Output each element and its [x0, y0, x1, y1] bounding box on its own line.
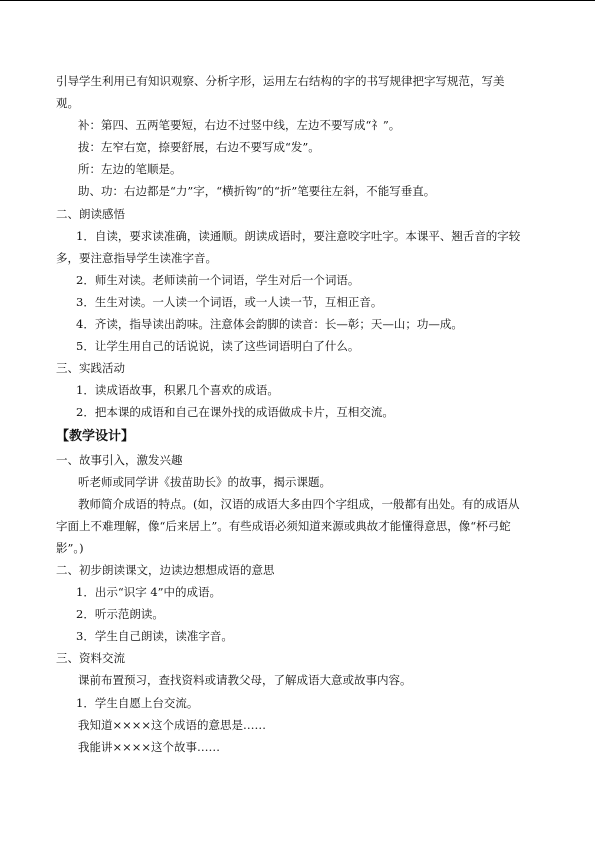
text-line: 听老师或同学讲《拔苗助长》的故事，揭示课题。 [78, 474, 331, 489]
text-line: 课前布置预习，查找资料或请教父母，了解成语大意或故事内容。 [78, 673, 412, 688]
text-line: 我知道××××这个成语的意思是…… [78, 717, 267, 732]
text-line: 补：第四、五两笔要短，右边不过竖中线，左边不要写成“礻”。 [78, 118, 401, 133]
text-line: 1．自读，要求读准确，读通顺。朗读成语时，要注意咬字吐字。本课平、翘舌音的字较 [76, 228, 521, 243]
text-line: 拔：左窄右宽，捺要舒展，右边不要写成“发”。 [78, 140, 320, 155]
text-line: 5．让学生用自己的话说说，读了这些词语明白了什么。 [76, 339, 360, 354]
text-line: 4．齐读，指导读出韵味。注意体会韵脚的读音：长—彰；天—山；功—成。 [76, 317, 463, 332]
text-line: 字面上不难理解，像“后来居上”。有些成语必须知道来源或典故才能懂得意思，像“杯弓蛇 [56, 518, 511, 533]
text-line: 所：左边的笔顺是。 [78, 162, 182, 177]
text-line: 2．师生对读。老师读前一个词语，学生对后一个词语。 [76, 272, 360, 287]
text-line: 2．听示范朗读。 [76, 607, 164, 622]
text-line: 3．生生对读。一人读一个词语，或一人读一节，互相正音。 [76, 294, 383, 309]
text-line: 一、故事引入，激发兴趣 [56, 452, 183, 467]
text-line: 三、资料交流 [56, 651, 125, 666]
text-line: 2．把本课的成语和自己在课外找的成语做成卡片，互相交流。 [76, 405, 394, 420]
section-heading: 【教学设计】 [56, 428, 135, 444]
top-rule [0, 0, 595, 1]
text-line: 引导学生利用已有知识观察、分析字形，运用左右结构的字的书写规律把字写规范，写美 [56, 74, 505, 88]
text-line: 教师简介成语的特点。(如，汉语的成语大多由四个字组成，一般都有出处。有的成语从 [78, 496, 520, 511]
document-body [56, 70, 534, 758]
text-line: 1．出示“识字 4”中的成语。 [76, 585, 222, 600]
text-line: 3．学生自己朗读，读准字音。 [76, 629, 233, 644]
text-line: 1．读成语故事，积累几个喜欢的成语。 [76, 383, 279, 398]
text-line: 二、朗读感悟 [56, 206, 125, 221]
text-line: 观。 [56, 96, 79, 111]
text-line: 二、初步朗读课文，边读边想想成语的意思 [56, 562, 275, 577]
text-line: 1．学生自愿上台交流。 [76, 695, 199, 710]
text-line: 多，要注意指导学生读准字音。 [56, 250, 217, 265]
text-line: 三、实践活动 [56, 361, 125, 376]
text-line: 助、功：右边都是“力”字，“横折钩”的“折”笔要往左斜，不能写垂直。 [78, 184, 436, 199]
text-line: 我能讲××××这个故事…… [78, 739, 221, 754]
text-line: 影”。) [56, 540, 84, 555]
